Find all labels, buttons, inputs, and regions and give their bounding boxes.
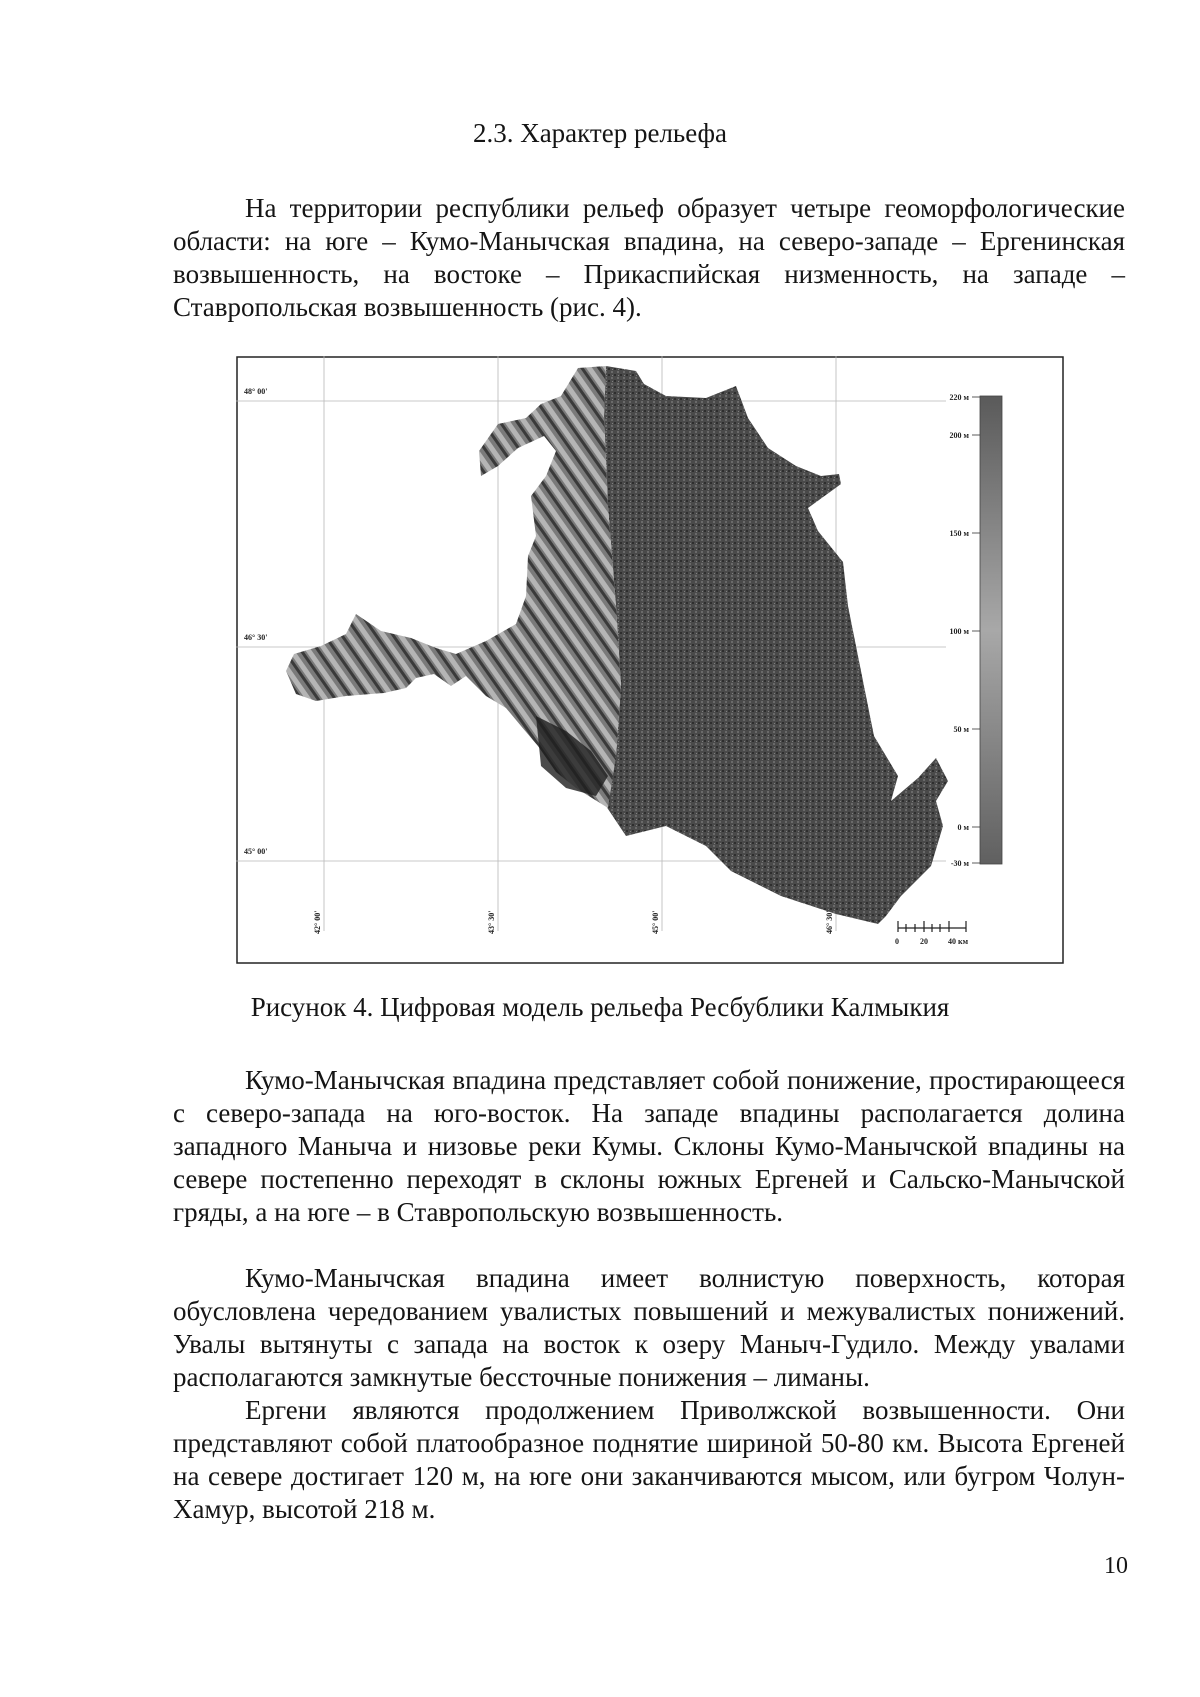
intro-paragraph: На территории республики рельеф образует четыре геоморфологические области: на юге – Кумо-Манычская впадина, на северо-западе – Ергенинская возвышенность, на востоке – Прикаспийская низменность, на западе – Ставропольская возвышенность (рис. 4).	[173, 193, 1125, 322]
lon-label-45: 45° 00'	[651, 910, 660, 934]
body-paragraph-2: Кумо-Манычская впадина имеет волнистую поверхность, которая обусловлена чередованием увалистых повышений и межувалистых понижений. Увалы вытянуты с запада на восток к озеру Маныч-Гудило. Между увалами располагаются замкнутые бессточные понижения – лиманы.	[173, 1263, 1125, 1392]
lat-label-48: 48° 00'	[244, 387, 268, 396]
legend-label-0: 0 м	[957, 823, 969, 832]
lat-label-46-30: 46° 30'	[244, 633, 268, 642]
legend-label-50: 50 м	[953, 725, 969, 734]
elevation-legend-bar	[980, 396, 1002, 864]
legend-label-200: 200 м	[949, 431, 969, 440]
lon-label-46-30: 46° 30'	[825, 910, 834, 934]
lon-label-43-30: 43° 30'	[487, 910, 496, 934]
figure-caption: Рисунок 4. Цифровая модель рельефа Ресбублики Калмыкия	[250, 992, 950, 1022]
relief-map	[236, 356, 1064, 964]
body-paragraph-1: Кумо-Манычская впадина представляет собой понижение, простирающееся с северо-запада на юго-восток. На западе впадины располагается долина западного Маныча и низовье реки Кумы. Склоны Кумо-Манычской впадины на севере постепенно переходят в склоны южных Ергеней и Сальско-Манычской гряды, а на юге – в Ставропольскую возвышенность.	[173, 1065, 1125, 1227]
body-paragraph-3: Ергени являются продолжением Приволжской возвышенности. Они представляют собой платообразное поднятие шириной 50-80 км. Высота Ергеней на севере достигает 120 м, на юге они заканчиваются мысом, или бугром Чолун-Хамур, высотой 218 м.	[173, 1395, 1125, 1524]
relief-map-figure	[236, 356, 1064, 964]
page-number: 10	[1104, 1553, 1128, 1579]
legend-label-100: 100 м	[949, 627, 969, 636]
lat-label-45: 45° 00'	[244, 847, 268, 856]
scale-label-0: 0	[895, 937, 899, 946]
legend-label-220: 220 м	[949, 393, 969, 402]
legend-label-150: 150 м	[949, 529, 969, 538]
section-heading: 2.3. Характер рельефа	[472, 118, 728, 148]
legend-label-minus30: -30 м	[950, 859, 969, 868]
lon-label-42: 42° 00'	[313, 910, 322, 934]
scale-label-40km: 40 км	[948, 937, 969, 946]
scale-label-20: 20	[920, 937, 928, 946]
